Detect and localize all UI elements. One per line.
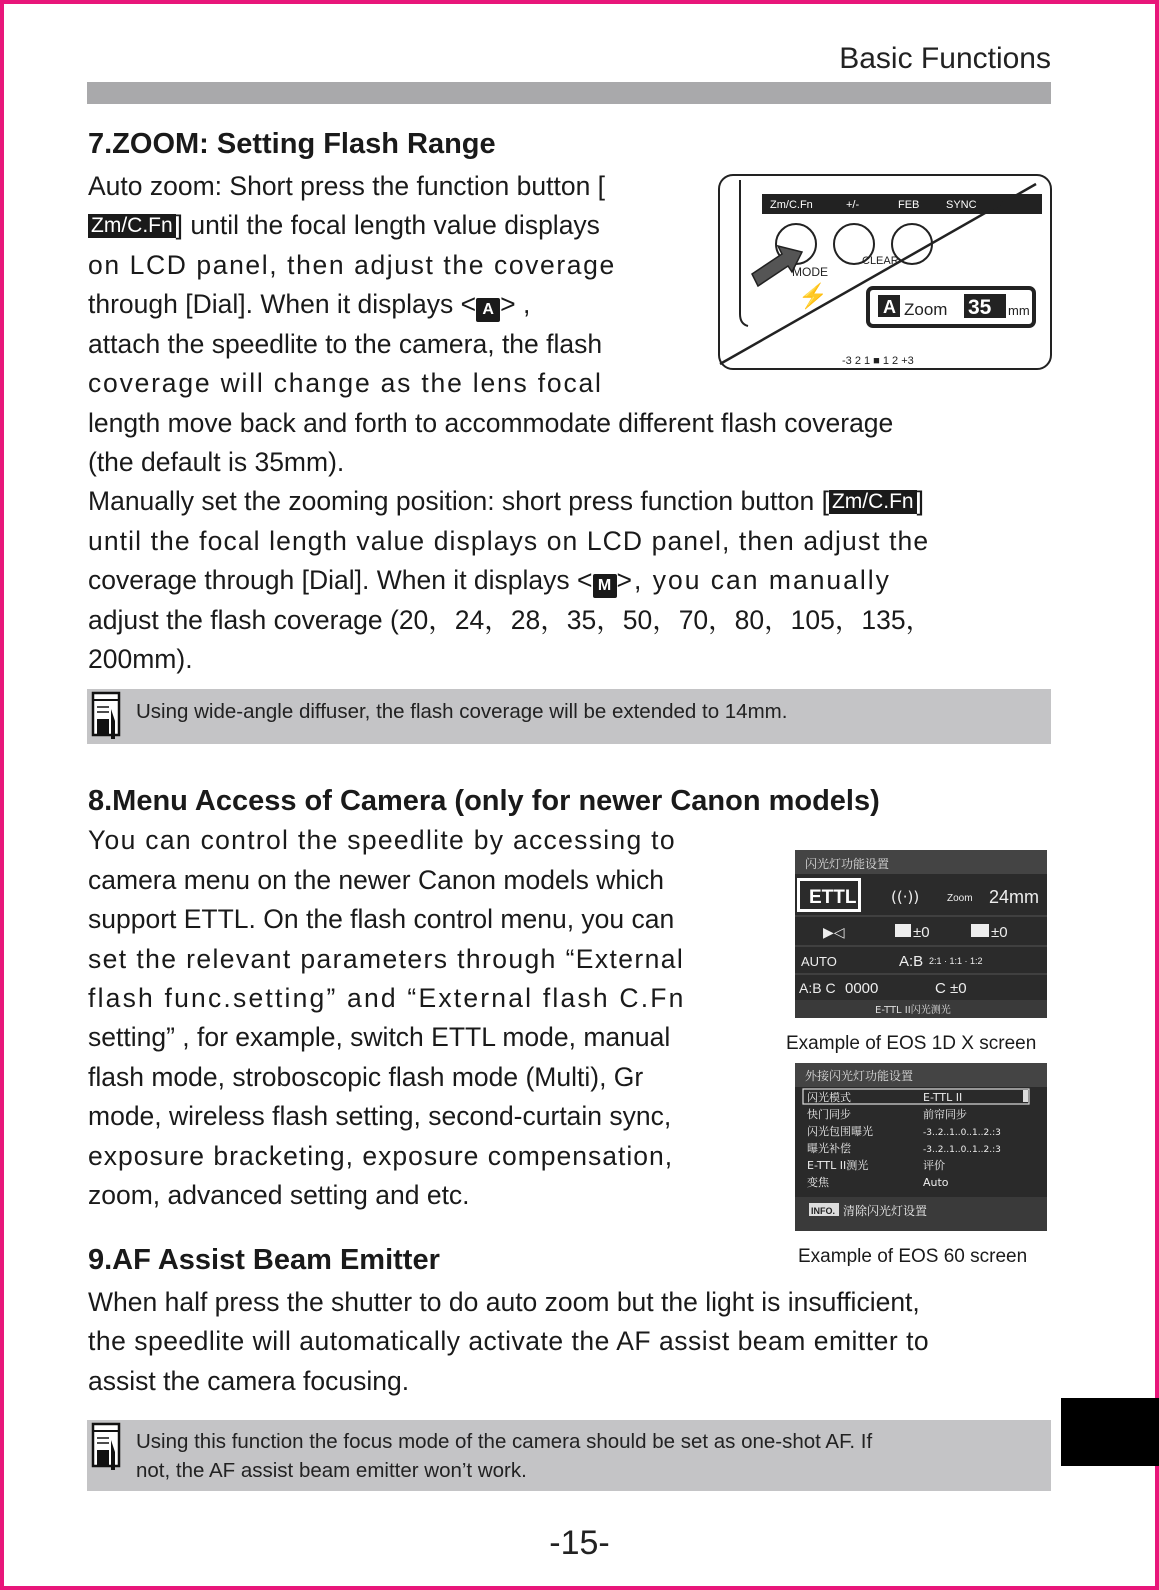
- sec8-line: setting” , for example, switch ETTL mode, manual: [88, 1022, 671, 1052]
- svg-text:闪光模式: 闪光模式: [807, 1091, 851, 1104]
- note-text: not, the AF assist beam emitter won’t work.: [136, 1459, 527, 1482]
- svg-text:⚡: ⚡: [798, 283, 828, 310]
- note-text: Using wide-angle diffuser, the flash coverage will be extended to 14mm.: [136, 700, 788, 723]
- svg-text:mm: mm: [1008, 303, 1030, 318]
- sec9-line: assist the camera focusing.: [88, 1366, 410, 1396]
- svg-text:变焦: 变焦: [807, 1176, 829, 1189]
- lcd-tab: Zm/C.Fn: [770, 199, 813, 211]
- note-box: [87, 1420, 1051, 1491]
- caption-60: Example of EOS 60 screen: [798, 1246, 1028, 1267]
- svg-text:清除闪光灯设置: 清除闪光灯设置: [843, 1204, 928, 1218]
- sec8-line: camera menu on the newer Canon models which: [88, 865, 664, 895]
- sec7-line: Manually set the zooming position: short press function button [ Zm/C.Fn ]: [88, 486, 924, 516]
- section-7-heading: 7.ZOOM: Setting Flash Range: [88, 128, 496, 160]
- svg-text:24mm: 24mm: [989, 887, 1040, 907]
- sec7-line: (the default is 35mm).: [88, 447, 345, 477]
- svg-text:±0: ±0: [913, 924, 930, 941]
- zm-cfn-key-label: Zm/C.Fn: [829, 490, 917, 514]
- sec7-line: length move back and forth to accommodate different flash coverage: [88, 408, 894, 438]
- svg-text:INFO.: INFO.: [811, 1206, 835, 1216]
- svg-text:曝光补偿: 曝光补偿: [807, 1142, 851, 1155]
- caption-1dx: Example of EOS 1D X screen: [786, 1033, 1037, 1054]
- svg-text:MODE: MODE: [792, 265, 828, 279]
- header-bar: [87, 82, 1051, 104]
- note-box: [87, 689, 1051, 744]
- svg-text:Auto: Auto: [923, 1176, 949, 1189]
- zm-cfn-key-label: Zm/C.Fn: [88, 214, 176, 238]
- sec8-line: exposure bracketing, exposure compensation,: [88, 1141, 674, 1171]
- sec7-line: attach the speedlite to the camera, the flash: [88, 329, 603, 359]
- note-icon: [91, 691, 123, 741]
- sec7-line: coverage through [Dial]. When it displays < M >, you can manually: [88, 560, 891, 600]
- note-icon: [91, 1422, 123, 1472]
- svg-text:0000: 0000: [845, 980, 879, 997]
- sec8-line: mode, wireless flash setting, second-curtain sync,: [88, 1101, 672, 1131]
- svg-text:E-TTL II闪光测光: E-TTL II闪光测光: [875, 1005, 951, 1016]
- svg-text:闪光灯功能设置: 闪光灯功能设置: [805, 857, 890, 871]
- svg-text:C ±0: C ±0: [935, 980, 967, 997]
- svg-text:A: A: [883, 297, 896, 317]
- sec8-line: flash mode, stroboscopic flash mode (Multi), Gr: [88, 1062, 644, 1092]
- sec8-line: zoom, advanced setting and etc.: [88, 1180, 470, 1210]
- sec7-line: through [Dial]. When it displays < A > ,: [88, 284, 530, 324]
- section-9-heading: 9.AF Assist Beam Emitter: [88, 1244, 440, 1276]
- svg-text:2:1 · 1:1 · 1:2: 2:1 · 1:1 · 1:2: [929, 956, 983, 966]
- svg-text:Zoom: Zoom: [947, 893, 973, 904]
- page-tab-marker: [1061, 1398, 1159, 1466]
- svg-text:评价: 评价: [923, 1159, 945, 1172]
- sec7-line: until the focal length value displays on LCD panel, then adjust the: [88, 526, 930, 556]
- svg-text:E-TTL II: E-TTL II: [923, 1091, 963, 1104]
- sec9-line: When half press the shutter to do auto zoom but the light is insufficient,: [88, 1287, 920, 1317]
- svg-text:A:B C: A:B C: [799, 980, 836, 996]
- svg-text:前帘同步: 前帘同步: [923, 1108, 967, 1121]
- svg-text:闪光包围曝光: 闪光包围曝光: [807, 1125, 873, 1138]
- page-number: -15-: [549, 1524, 610, 1562]
- svg-text:35: 35: [968, 296, 992, 319]
- sec7-line: coverage will change as the lens focal: [88, 368, 603, 398]
- sec7-line: Auto zoom: Short press the function button [: [88, 171, 606, 201]
- svg-text:快门同步: 快门同步: [807, 1108, 851, 1121]
- lcd-tab: FEB: [898, 199, 920, 211]
- eos-60-screen: [795, 1063, 1047, 1231]
- sec7-line: adjust the flash coverage (20，24，28，35，50，70，80，105，135，: [88, 605, 933, 635]
- svg-text:ETTL: ETTL: [809, 887, 857, 908]
- svg-text:AUTO: AUTO: [801, 954, 837, 969]
- svg-text:-3 2 1 ■ 1 2 +3: -3 2 1 ■ 1 2 +3: [842, 355, 914, 367]
- sec7-line: 200mm).: [88, 644, 193, 674]
- auto-zoom-icon: A: [476, 298, 500, 322]
- sec8-line: You can control the speedlite by accessing to: [88, 825, 676, 855]
- eos-1dx-screen: [795, 850, 1047, 1018]
- lcd-tab: SYNC: [946, 199, 977, 211]
- sec9-line: the speedlite will automatically activate the AF assist beam emitter to: [88, 1326, 930, 1356]
- svg-text:A:B: A:B: [899, 953, 924, 970]
- lcd-tab: +/-: [846, 199, 860, 211]
- sec8-line: support ETTL. On the flash control menu, you can: [88, 904, 675, 934]
- svg-text:▶◁: ▶◁: [823, 925, 845, 941]
- svg-text:((·)): ((·)): [891, 888, 920, 906]
- sec8-line: flash func.setting” and “External flash C.Fn: [88, 983, 686, 1013]
- sec8-line: set the relevant parameters through “External: [88, 944, 685, 974]
- svg-text:外接闪光灯功能设置: 外接闪光灯功能设置: [805, 1069, 914, 1083]
- page-header: Basic Functions: [839, 42, 1051, 75]
- svg-text:E-TTL II测光: E-TTL II测光: [807, 1159, 869, 1172]
- svg-text:±0: ±0: [991, 924, 1008, 941]
- manual-zoom-icon: M: [593, 574, 617, 598]
- svg-text:-3..2..1..0..1..2.:3: -3..2..1..0..1..2.:3: [923, 1145, 1001, 1155]
- svg-text:Zoom: Zoom: [904, 300, 948, 319]
- section-8-heading: 8.Menu Access of Camera (only for newer Canon models): [88, 785, 880, 817]
- lcd-panel-illustration: [718, 174, 1052, 370]
- svg-text:-3..2..1..0..1..2.:3: -3..2..1..0..1..2.:3: [923, 1128, 1001, 1138]
- svg-text:CLEAR: CLEAR: [862, 255, 899, 267]
- sec7-line: on LCD panel, then adjust the coverage: [88, 250, 616, 280]
- sec7-line: Zm/C.Fn ] until the focal length value displays: [88, 205, 600, 245]
- note-text: Using this function the focus mode of the camera should be set as one-shot AF. If: [136, 1430, 873, 1453]
